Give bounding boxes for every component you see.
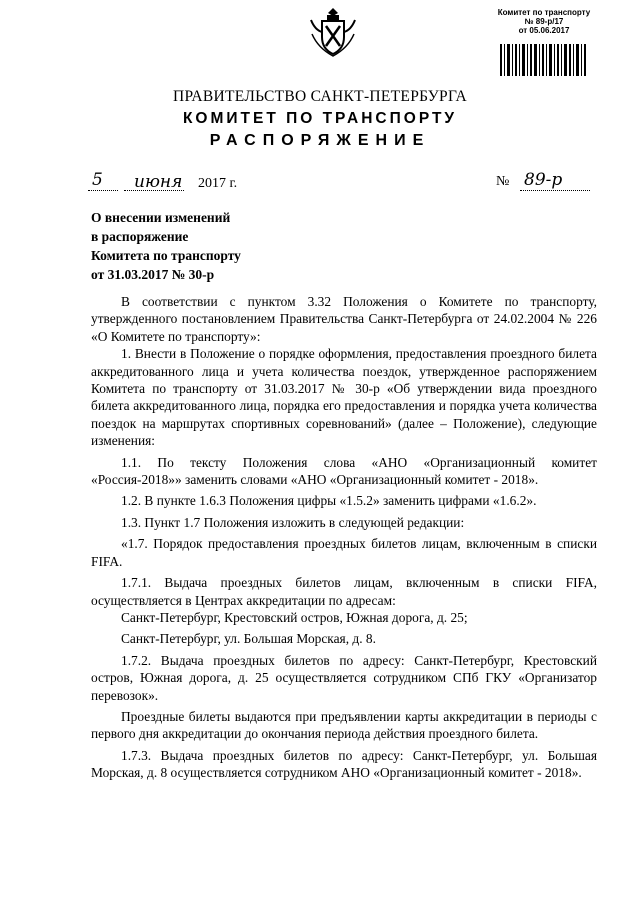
- paragraph: 1.7.3. Выдача проездных билетов по адресу: Санкт-Петербург, ул. Большая Морская, д. 8 осуществляется сотрудником АНО «Организационный комитет - 2018».: [91, 747, 597, 781]
- document-subject: [91, 208, 351, 284]
- document-type-title: РАСПОРЯЖЕНИЕ: [209, 132, 431, 149]
- government-title: ПРАВИТЕЛЬСТВО САНКТ-ПЕТЕРБУРГА: [172, 88, 468, 105]
- committee-title: КОМИТЕТ ПО ТРАНСПОРТУ: [182, 110, 458, 127]
- document-body: [91, 293, 597, 782]
- document-number: [496, 170, 606, 198]
- date-day-underline: [88, 190, 118, 191]
- coat-of-arms-emblem: [308, 6, 358, 60]
- number-value: 89-р: [524, 170, 563, 190]
- paragraph: 1.2. В пункте 1.6.3 Положения цифры «1.5.2» заменить цифрами «1.6.2».: [121, 493, 537, 509]
- stamp-line-2: № 89-р/17: [524, 17, 564, 26]
- date-suffix: г.: [229, 176, 238, 191]
- registration-stamp: [488, 8, 600, 35]
- date-year-line: [198, 176, 237, 192]
- stamp-line-1: Комитет по транспорту: [497, 8, 591, 17]
- date-day: 5: [92, 170, 103, 190]
- paragraph: Санкт-Петербург, Крестовский остров, Южная дорога, д. 25;: [121, 609, 468, 625]
- paragraph: «1.7. Порядок предоставления проездных билетов лицам, включенным в списки FIFA.: [91, 536, 597, 569]
- paragraph: 1.3. Пункт 1.7 Положения изложить в следующей редакции:: [121, 514, 465, 530]
- paragraph: В соответствии с пунктом 3.32 Положения о Комитете по транспорту, утвержденного постановлением Правительства Санкт-Петербурга от 24.02.2004 № 226 «О Комитете по транспорту»:: [91, 294, 597, 344]
- paragraph: 1.7.2. Выдача проездных билетов по адресу: Санкт-Петербург, Крестовский остров, Южная дорога, д. 25 осуществляется сотрудником СПб ГКУ «Организатор перевозок».: [91, 652, 597, 703]
- date-year: 2017: [198, 176, 226, 191]
- subject-line: Комитета по транспорту: [91, 248, 241, 263]
- subject-line: О внесении изменений: [91, 210, 231, 225]
- paragraph: 1.7.1. Выдача проездных билетов лицам, включенным в списки FIFA, осуществляется в Центрах аккредитации по адресам:: [91, 575, 597, 608]
- date-month: июня: [134, 172, 183, 192]
- barcode: [500, 44, 588, 76]
- paragraph: 1.1. По тексту Положения слова «АНО «Организационный комитет «Россия-2018»» заменить словами «АНО «Организационный комитет - 2018».: [91, 454, 597, 488]
- paragraph: Санкт-Петербург, ул. Большая Морская, д. 8.: [121, 631, 376, 647]
- number-underline: [520, 190, 590, 191]
- date-month-underline: [124, 190, 184, 191]
- paragraph: 1. Внести в Положение о порядке оформления, предоставления проездного билета аккредитованного лица и учета количества поездок, утвержденное распоряжением Комитета по транспорту от 31.03.2017 № 30-р «Об утверждении вида проездного билета аккредитованного лица, порядка его предоставления и порядка учета количества поездок на маршрутах спортивных соревнований» (далее – Положение), следующие изменения:: [91, 346, 597, 449]
- stamp-line-3: от 05.06.2017: [518, 26, 570, 35]
- number-prefix: №: [496, 174, 510, 189]
- document-date: [88, 170, 248, 198]
- subject-line: от 31.03.2017 № 30-р: [91, 267, 215, 282]
- paragraph: Проездные билеты выдаются при предъявлении карты аккредитации в периоды с первого дня аккредитации до окончания периода действия проездного билета.: [91, 708, 597, 742]
- subject-line: в распоряжение: [91, 229, 189, 244]
